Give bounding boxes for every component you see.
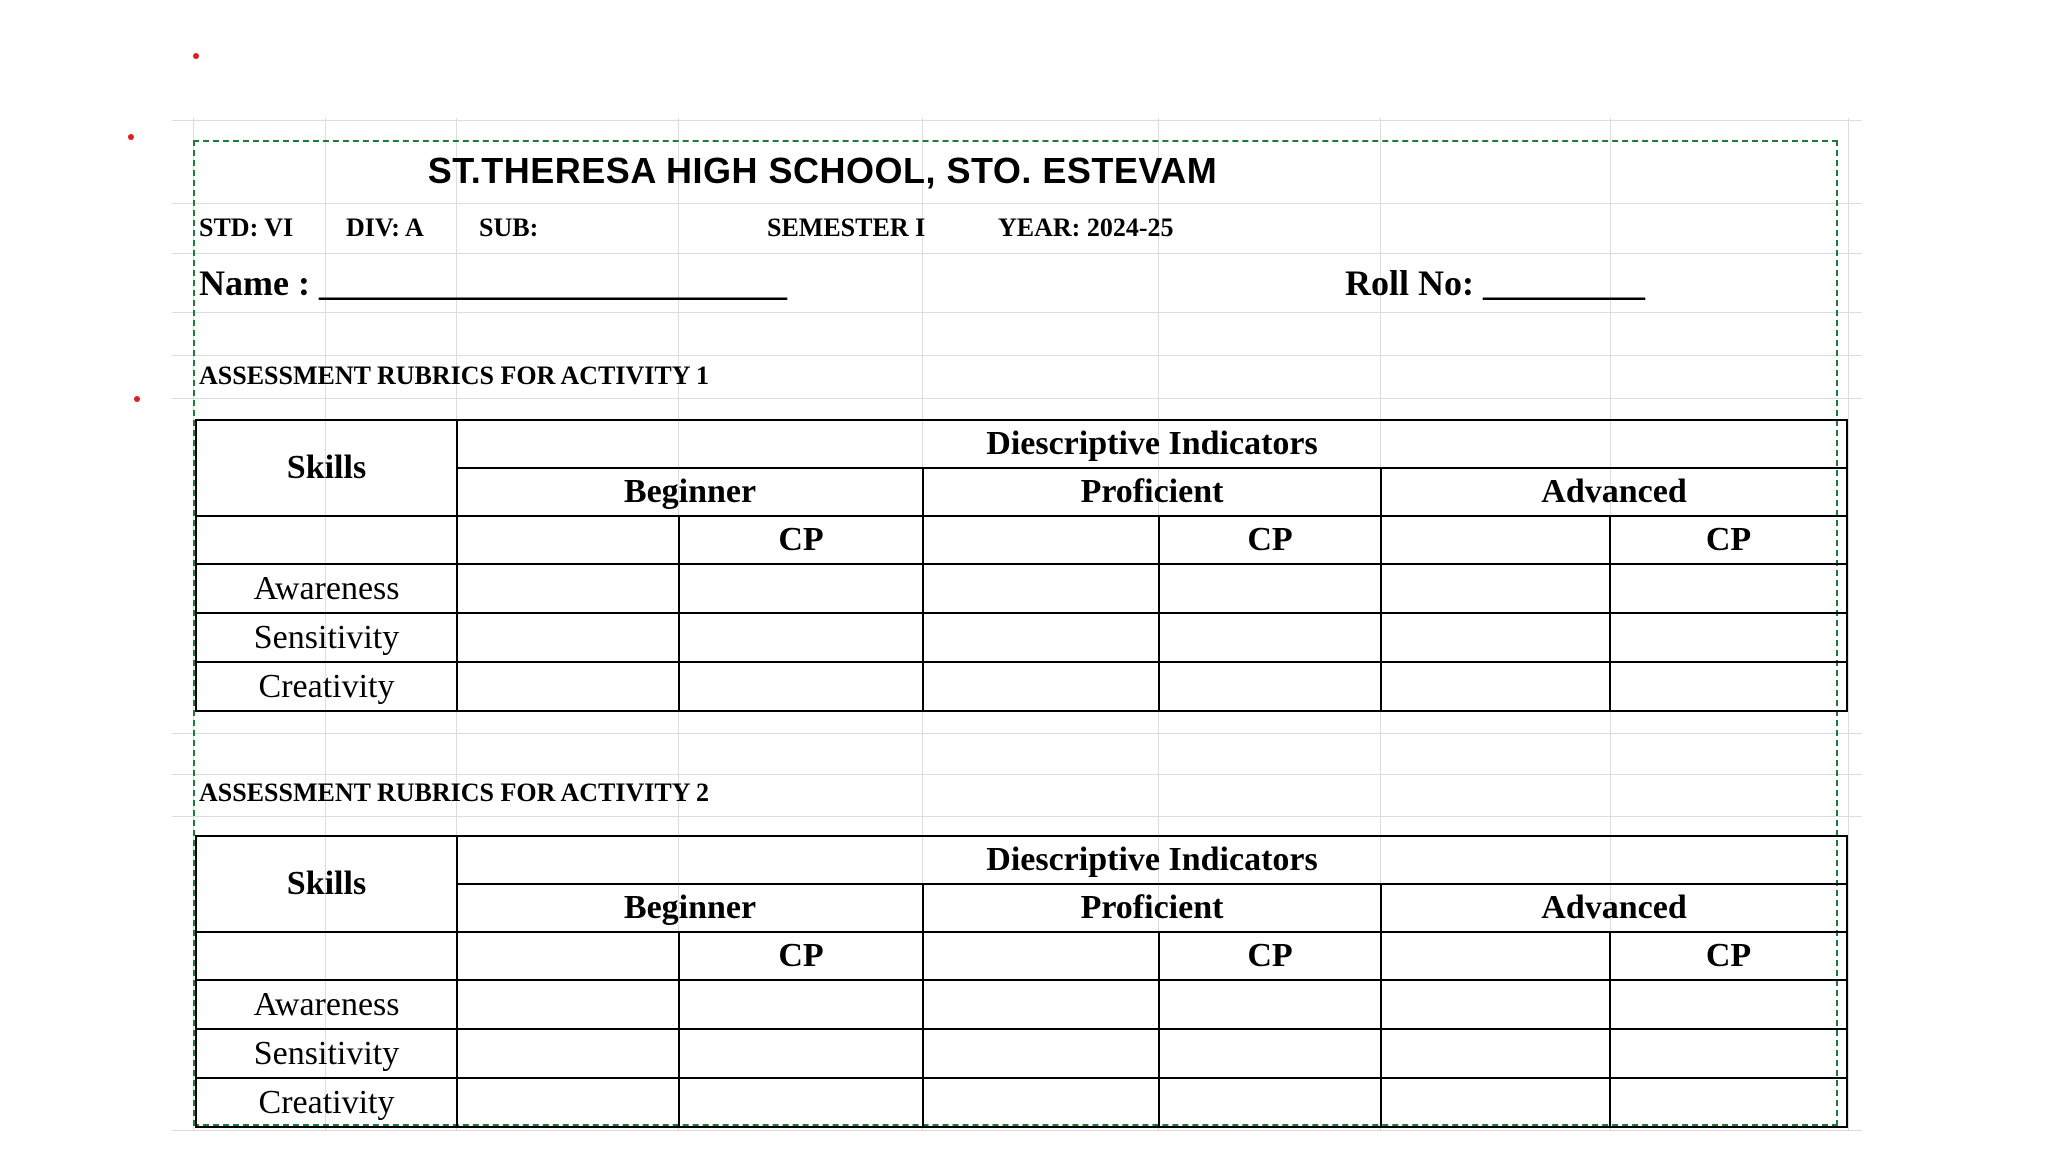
rubric-cell[interactable] [1159, 980, 1381, 1029]
rubric-cell[interactable] [1610, 1078, 1847, 1127]
rubric-cell[interactable] [1610, 1029, 1847, 1078]
rubric-cell[interactable] [457, 662, 679, 711]
rubric-cell[interactable] [923, 1078, 1159, 1127]
skill-awareness: Awareness [196, 564, 457, 613]
descriptor-cell[interactable] [1381, 932, 1610, 980]
rubric-cell[interactable] [923, 564, 1159, 613]
cp-header: CP [1159, 516, 1381, 564]
table-row [196, 613, 1847, 662]
skill-creativity: Creativity [196, 1078, 457, 1127]
rubric-table-activity-1 [195, 419, 1848, 712]
indicators-header: Diescriptive Indicators [457, 420, 1847, 468]
semester-label: SEMESTER I [767, 213, 926, 242]
cp-header: CP [1159, 932, 1381, 980]
descriptor-cell[interactable] [457, 516, 679, 564]
table-row [196, 980, 1847, 1029]
rubric-cell[interactable] [679, 564, 923, 613]
level-proficient: Proficient [923, 884, 1381, 932]
div-label: DIV: A [346, 213, 424, 242]
table-row [196, 1029, 1847, 1078]
marker-dot [128, 134, 134, 140]
cp-header: CP [1610, 516, 1847, 564]
rubric-cell[interactable] [679, 613, 923, 662]
indicators-header: Diescriptive Indicators [457, 836, 1847, 884]
rubric-cell[interactable] [1159, 662, 1381, 711]
level-proficient: Proficient [923, 468, 1381, 516]
rubric-cell[interactable] [923, 662, 1159, 711]
descriptor-cell[interactable] [1381, 516, 1610, 564]
rubric-cell[interactable] [1381, 980, 1610, 1029]
skill-awareness: Awareness [196, 980, 457, 1029]
rubric-cell[interactable] [1381, 613, 1610, 662]
level-beginner: Beginner [457, 884, 923, 932]
section-title-activity-2: ASSESSMENT RUBRICS FOR ACTIVITY 2 [199, 778, 710, 807]
rubric-cell[interactable] [679, 662, 923, 711]
rubric-cell[interactable] [679, 1078, 923, 1127]
rubric-cell[interactable] [1610, 662, 1847, 711]
skill-sensitivity: Sensitivity [196, 613, 457, 662]
year-label: YEAR: 2024-25 [998, 213, 1174, 242]
rubric-cell[interactable] [1381, 662, 1610, 711]
rubric-cell[interactable] [457, 980, 679, 1029]
table-row [196, 1078, 1847, 1127]
level-advanced: Advanced [1381, 468, 1847, 516]
rubric-cell[interactable] [1159, 564, 1381, 613]
rubric-cell[interactable] [457, 1029, 679, 1078]
rubric-cell[interactable] [1610, 613, 1847, 662]
rubric-table-activity-2 [195, 835, 1848, 1128]
descriptor-cell[interactable] [457, 932, 679, 980]
rubric-cell[interactable] [1381, 1078, 1610, 1127]
rubric-cell[interactable] [923, 1029, 1159, 1078]
school-title: ST.THERESA HIGH SCHOOL, STO. ESTEVAM [427, 150, 1218, 191]
rubric-cell[interactable] [923, 613, 1159, 662]
rubric-cell[interactable] [457, 564, 679, 613]
descriptor-cell[interactable] [923, 932, 1159, 980]
rubric-cell[interactable] [1159, 1078, 1381, 1127]
descriptor-cell[interactable] [923, 516, 1159, 564]
skills-header: Skills [196, 420, 457, 516]
std-label: STD: VI [199, 213, 294, 242]
rubric-cell[interactable] [1159, 613, 1381, 662]
rubric-cell[interactable] [1381, 1029, 1610, 1078]
cp-header: CP [1610, 932, 1847, 980]
rubric-cell[interactable] [1610, 564, 1847, 613]
skills-header: Skills [196, 836, 457, 932]
name-field: Name : __________________________ [199, 263, 787, 303]
rubric-cell[interactable] [1381, 564, 1610, 613]
rubric-cell[interactable] [457, 1078, 679, 1127]
roll-no-field: Roll No: _________ [1345, 263, 1645, 303]
rubric-cell[interactable] [679, 980, 923, 1029]
level-advanced: Advanced [1381, 884, 1847, 932]
section-title-activity-1: ASSESSMENT RUBRICS FOR ACTIVITY 1 [199, 361, 710, 390]
blank-cell [196, 932, 457, 980]
rubric-cell[interactable] [457, 613, 679, 662]
rubric-cell[interactable] [1610, 980, 1847, 1029]
skill-sensitivity: Sensitivity [196, 1029, 457, 1078]
skill-creativity: Creativity [196, 662, 457, 711]
marker-dot [193, 53, 199, 59]
table-row [196, 564, 1847, 613]
level-beginner: Beginner [457, 468, 923, 516]
rubric-cell[interactable] [1159, 1029, 1381, 1078]
rubric-cell[interactable] [923, 980, 1159, 1029]
marker-dot [134, 396, 140, 402]
sub-label: SUB: [479, 213, 539, 242]
cp-header: CP [679, 932, 923, 980]
rubric-cell[interactable] [679, 1029, 923, 1078]
cp-header: CP [679, 516, 923, 564]
table-row [196, 662, 1847, 711]
blank-cell [196, 516, 457, 564]
